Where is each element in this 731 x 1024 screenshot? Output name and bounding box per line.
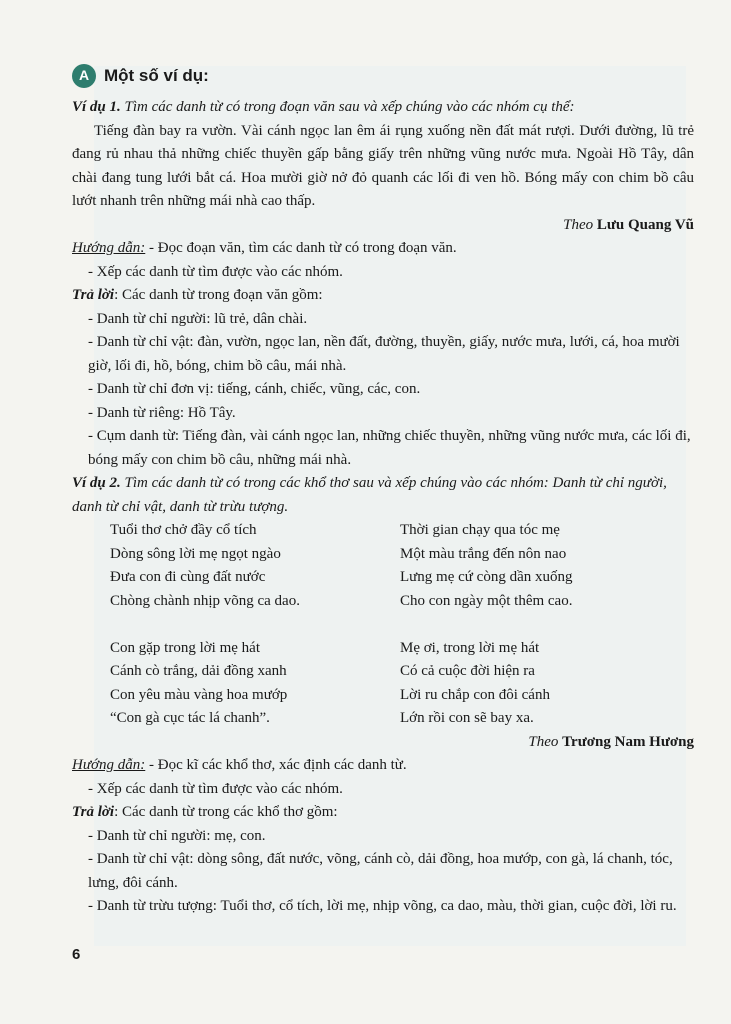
attribution-prefix: Theo xyxy=(528,733,559,750)
page-number: 6 xyxy=(72,946,81,963)
example2-label: Ví dụ 2. xyxy=(72,475,121,491)
section-heading xyxy=(72,62,694,90)
poem-line: Con gặp trong lời mẹ hát xyxy=(110,639,260,656)
example2-attribution xyxy=(72,731,694,755)
poem-line: Đưa con đi cùng đất nước xyxy=(110,569,266,585)
example1-attribution xyxy=(72,214,694,238)
example1-question xyxy=(72,96,694,120)
answer-item: - Danh từ chỉ người: lũ trẻ, dân chài. xyxy=(88,310,308,327)
answer-item: - Danh từ trừu tượng: Tuổi thơ, cổ tích, lời mẹ, nhịp võng, ca dao, màu, thời gian, cuộc đời, lời ru. xyxy=(88,898,677,914)
answer-label: Trả lời xyxy=(72,804,115,820)
poem-line: Có cả cuộc đời hiện ra xyxy=(400,663,535,679)
example1-passage: Tiếng đàn bay ra vườn. Vài cánh ngọc lan êm ái rụng xuống nền đất mát rượi. Dưới đường, lũ trẻ đang rủ nhau thả những chiếc thuyền gấp bằng giấy trên những vũng nước mưa. Ngoài Hồ Tây, dân chài đang tung lưới bắt cá. Hoa mười giờ nở đỏ quanh các lối đi ven hồ. Bóng mấy con chim bồ câu lướt nhanh trên những mái nhà cao thấp. xyxy=(72,122,694,209)
section-title: Một số ví dụ: xyxy=(104,66,209,86)
answer-item: - Cụm danh từ: Tiếng đàn, vài cánh ngọc lan, những chiếc thuyền, những vũng nước mưa, các lối đi, bóng mấy con chim bồ câu, những mái nhà. xyxy=(88,428,691,468)
example1-guide xyxy=(72,237,694,261)
poem-line: Chòng chành nhịp võng ca dao. xyxy=(110,592,300,609)
poem-line: Cánh cò trắng, dải đồng xanh xyxy=(110,663,287,679)
example2-question xyxy=(72,472,694,519)
poem-line: Một màu trắng đến nôn nao xyxy=(400,545,567,562)
example2-guide xyxy=(72,754,694,778)
answer-intro: : Các danh từ trong đoạn văn gồm: xyxy=(114,287,323,303)
guide-label: Hướng dẫn: xyxy=(72,757,146,773)
example1-question-text: Tìm các danh từ có trong đoạn văn sau và xếp chúng vào các nhóm cụ thể: xyxy=(124,99,575,115)
answer-label: Trả lời xyxy=(72,287,115,303)
guide-step-1: - Đọc kĩ các khổ thơ, xác định các danh từ. xyxy=(149,757,407,773)
answer-item: - Danh từ chỉ vật: đàn, vườn, ngọc lan, nền đất, đường, thuyền, giấy, nước mưa, lưới, cá, hoa mười giờ, lối đi, hồ, bóng, chim bồ câu, mái nhà. xyxy=(88,334,680,374)
example1-label: Ví dụ 1. xyxy=(72,99,121,115)
poem-line: Cho con ngày một thêm cao. xyxy=(400,592,573,609)
poem-line: Mẹ ơi, trong lời mẹ hát xyxy=(400,639,540,656)
poem-line: Thời gian chạy qua tóc mẹ xyxy=(400,522,560,538)
poem-line: Con yêu màu vàng hoa mướp xyxy=(110,686,288,703)
example2-answer xyxy=(72,801,694,825)
example1-answer xyxy=(72,284,694,308)
guide-step-2: - Xếp các danh từ tìm được vào các nhóm. xyxy=(88,263,343,280)
poem-line: Lớn rồi con sẽ bay xa. xyxy=(400,710,534,726)
poem-line: Lưng mẹ cứ còng dần xuống xyxy=(400,569,573,585)
poem-line: Lời ru chắp con đôi cánh xyxy=(400,686,550,703)
poem-line: Dòng sông lời mẹ ngọt ngào xyxy=(110,545,281,562)
poem-line: Tuổi thơ chở đầy cổ tích xyxy=(110,522,257,538)
guide-step-2: - Xếp các danh từ tìm được vào các nhóm. xyxy=(88,780,343,797)
attribution-author: Trương Nam Hương xyxy=(562,733,694,750)
attribution-author: Lưu Quang Vũ xyxy=(596,216,694,233)
answer-intro: : Các danh từ trong các khổ thơ gồm: xyxy=(114,804,338,820)
page-content xyxy=(72,62,694,919)
answer-item: - Danh từ chỉ người: mẹ, con. xyxy=(88,827,266,844)
poem-stanza-1 xyxy=(72,519,694,731)
guide-step-1: - Đọc đoạn văn, tìm các danh từ có trong đoạn văn. xyxy=(149,240,457,256)
answer-item: - Danh từ riêng: Hồ Tây. xyxy=(88,404,236,421)
poem-line: “Con gà cục tác lá chanh”. xyxy=(110,710,270,726)
section-badge: A xyxy=(72,64,96,88)
answer-item: - Danh từ chỉ đơn vị: tiếng, cánh, chiếc, vũng, các, con. xyxy=(88,381,421,397)
guide-label: Hướng dẫn: xyxy=(72,240,146,256)
answer-item: - Danh từ chỉ vật: dòng sông, đất nước, võng, cánh cò, dải đồng, hoa mướp, con gà, lá chanh, tóc, lưng, đôi cánh. xyxy=(88,851,673,891)
attribution-prefix: Theo xyxy=(563,216,594,233)
example2-question-text: Tìm các danh từ có trong các khổ thơ sau và xếp chúng vào các nhóm: Danh từ chỉ người, danh từ chỉ vật, danh từ trừu tượng. xyxy=(72,475,667,515)
